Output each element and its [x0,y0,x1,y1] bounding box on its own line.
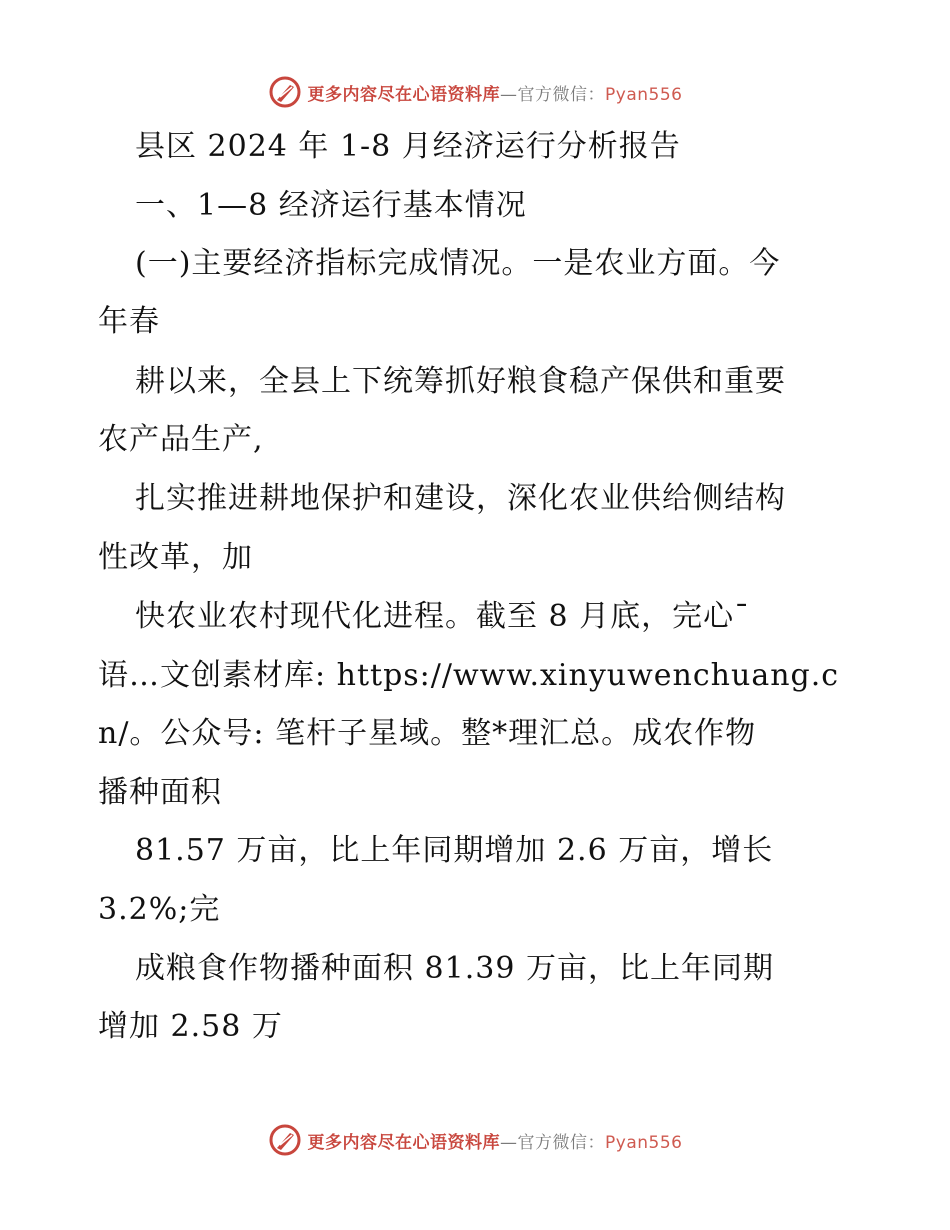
paragraph-line: 成粮食作物播种面积 81.39 万亩，比上年同期 [135,951,774,986]
paragraph-line: 播种面积 [98,775,222,810]
section-heading: 一、1—8 经济运行基本情况 [135,188,527,223]
document-title: 县区 2024 年 1-8 月经济运行分析报告 [135,129,681,164]
paragraph-line: 语…文创素材库: https://www.xinyuwenchuang.c [98,658,840,693]
watermark-official: 官方微信： [517,84,606,105]
watermark-account: Pyan556 [605,1132,683,1153]
paragraph-line: 扎实推进耕地保护和建设，深化农业供给侧结构 [135,481,786,516]
paragraph-line: 81.57 万亩，比上年同期增加 2.6 万亩，增长 [135,833,774,868]
paragraph-line: 增加 2.58 万 [98,1009,283,1044]
paragraph-line: 3.2%;完 [98,892,221,927]
paragraph-line: 耕以来，全县上下统筹抓好粮食稳产保供和重要 [135,364,786,399]
footer-watermark [0,1120,950,1160]
feather-pen-logo-icon [268,1123,302,1157]
header-watermark [0,72,950,112]
watermark-official: 官方微信： [517,1132,606,1153]
watermark-account: Pyan556 [605,84,683,105]
watermark-brand: 更多内容尽在心语资料库 [307,1132,501,1153]
paragraph-line: n/。公众号: 笔杆子星域。整*理汇总。成农作物 [98,716,757,751]
watermark-dash: — [500,84,518,105]
watermark-brand: 更多内容尽在心语资料库 [307,84,501,105]
paragraph-line: 快农业农村现代化进程。截至 8 月底，完心¯ [135,599,751,634]
paragraph-line: 年春 [98,304,160,339]
feather-pen-logo-icon [268,75,302,109]
paragraph-line: 农产品生产, [98,422,264,457]
watermark-dash: — [500,1132,518,1153]
paragraph-line: 性改革，加 [98,540,253,575]
paragraph-line: (一)主要经济指标完成情况。一是农业方面。今 [135,246,781,281]
